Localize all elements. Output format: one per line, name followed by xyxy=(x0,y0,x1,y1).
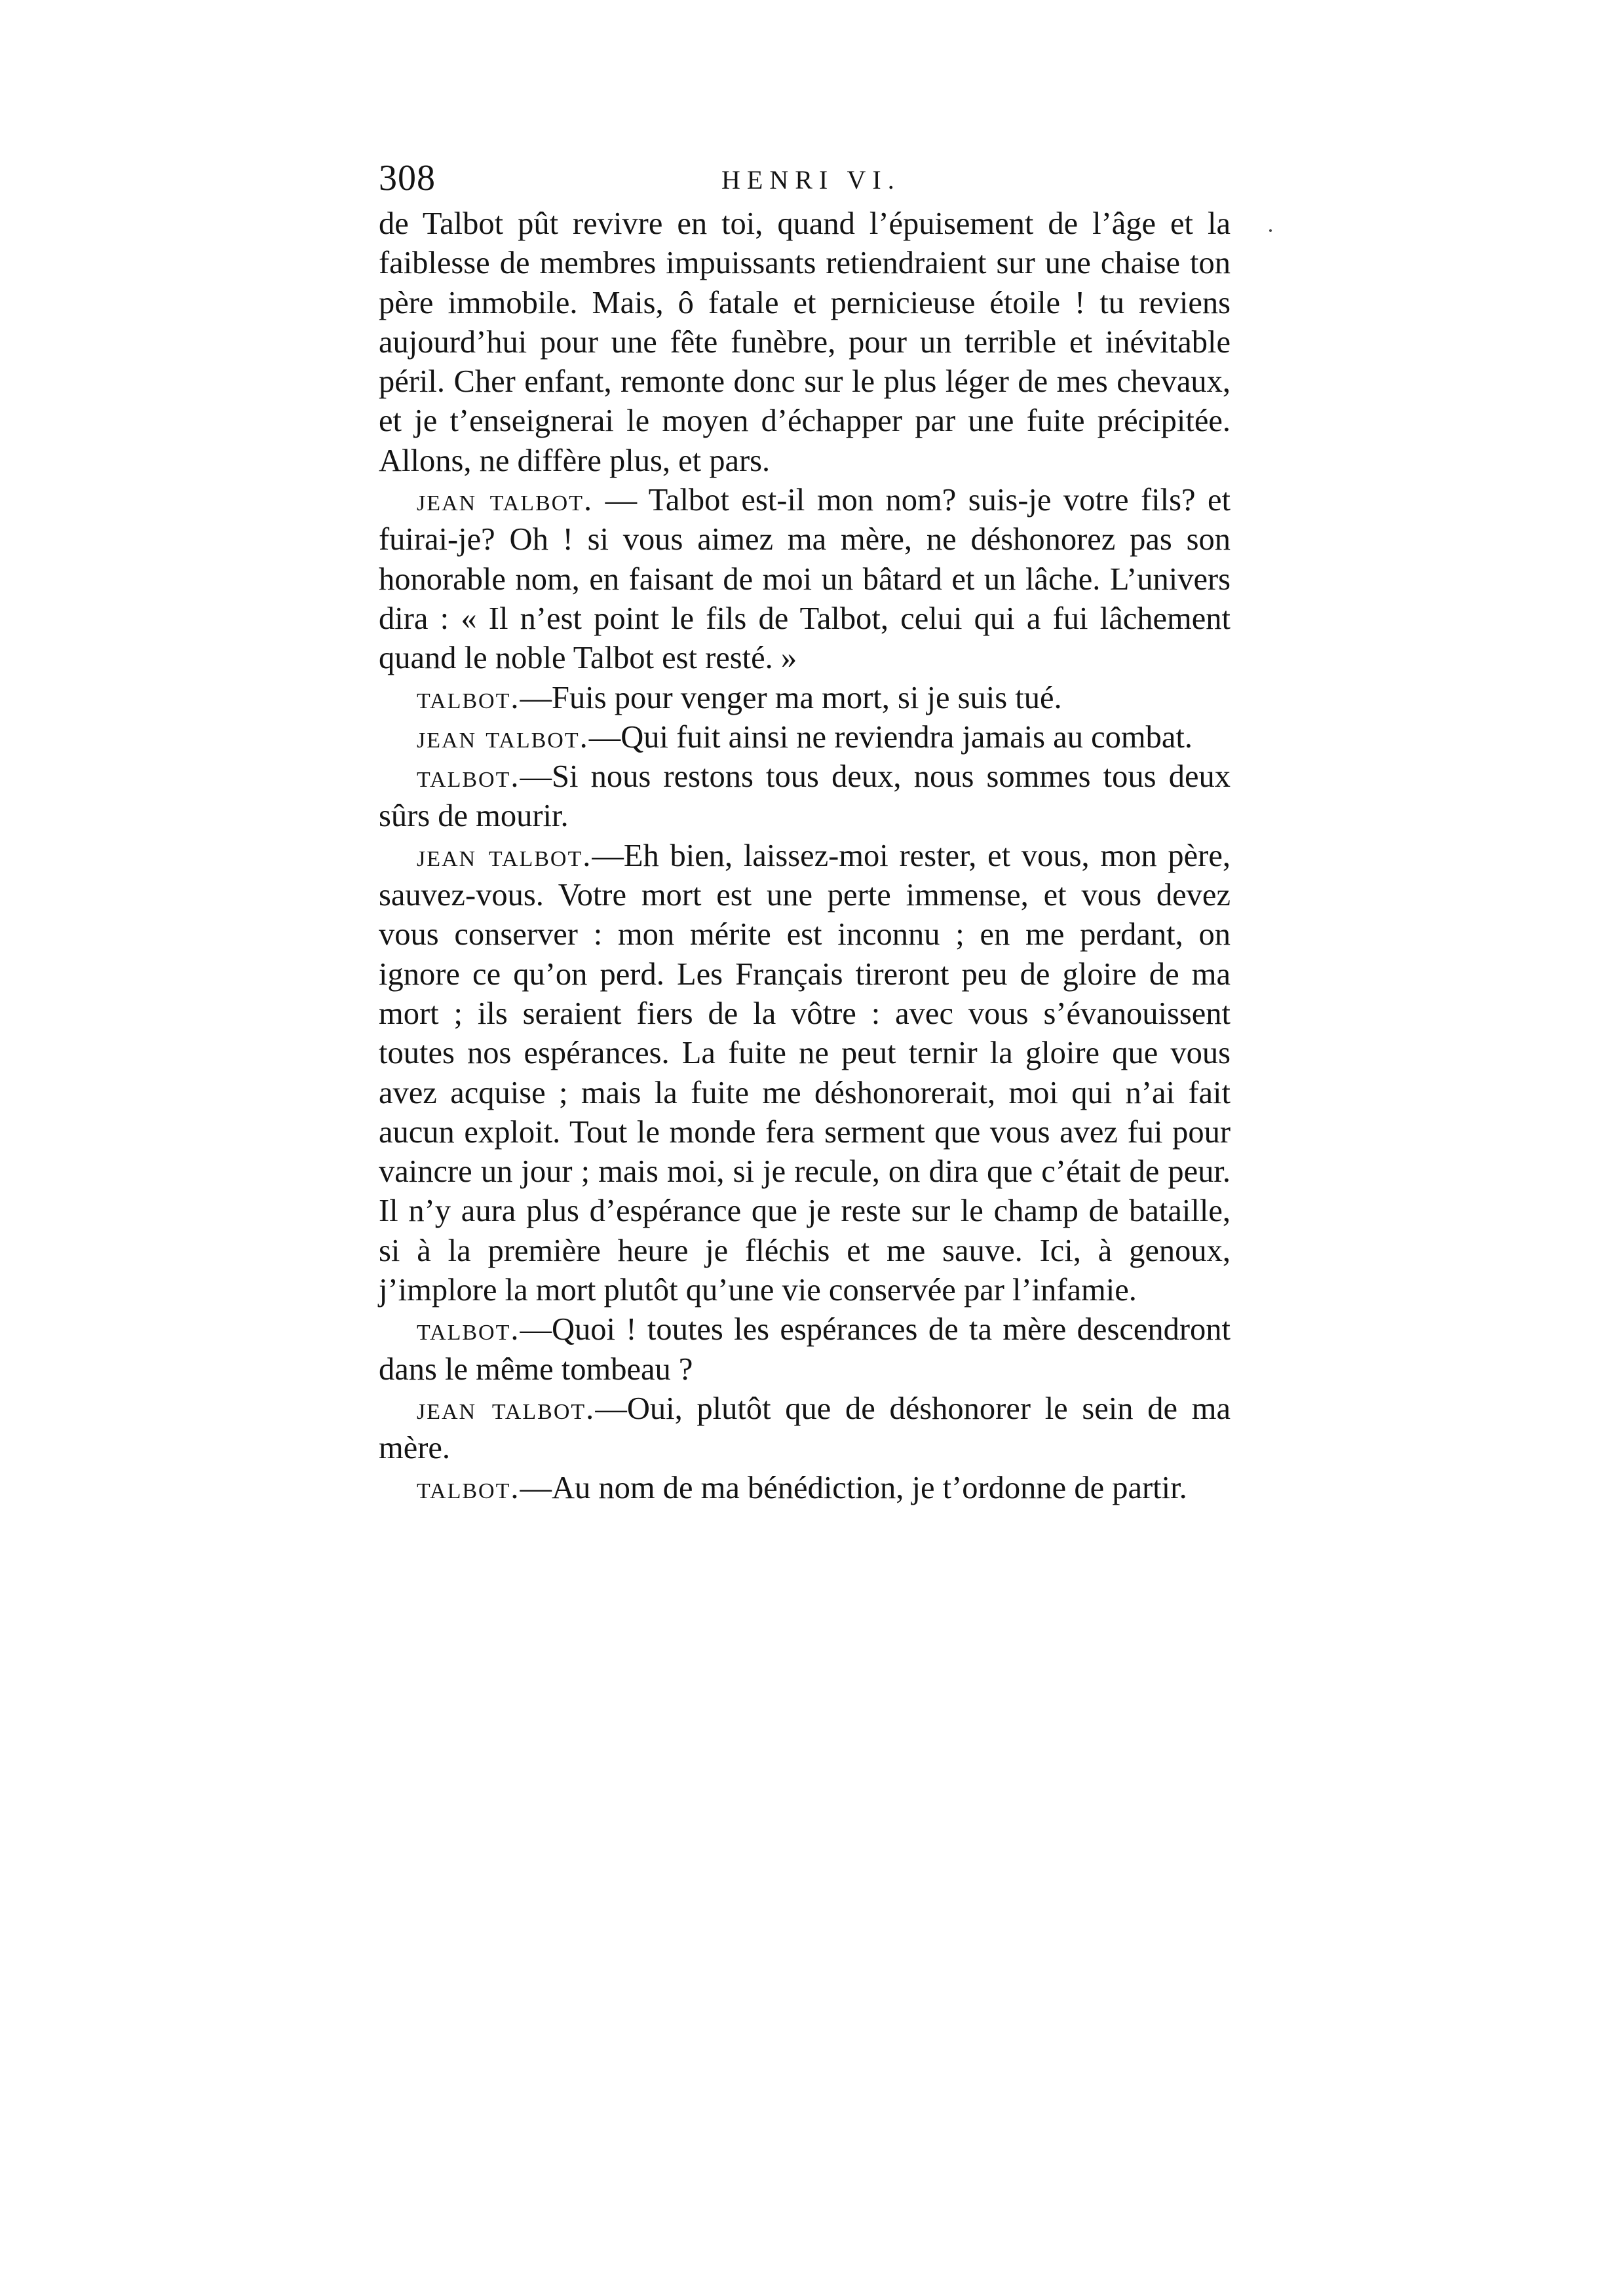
dialogue-text: —Qui fuit ainsi ne reviendra jamais au combat. xyxy=(588,719,1193,755)
paragraph-continuation xyxy=(379,204,1231,481)
speaker-name: talbot. xyxy=(417,1312,520,1347)
dialogue-paragraph xyxy=(379,481,1231,678)
dialogue-text: —Eh bien, laissez-moi rester, et vous, mon père, sauvez-vous. Votre mort est une perte immense, et vous devez vous conserver : mon mérite est inconnu ; en me perdant, on ignore ce qu’on perd. Les Français tireront peu de gloire de ma mort ; ils seraient fiers de la vôtre : avec vous s’évanouissent toutes nos espérances. La fuite ne peut ternir la gloire que vous avez acquise ; mais la fuite me déshonorerait, moi qui n’ai fait aucun exploit. Tout le monde fera serment que vous avez fui pour vaincre un jour ; mais moi, si je recule, on dira que c’était de peur. Il n’y aura plus d’espérance que je reste sur le champ de bataille, si à la première heure je fléchis et me sauve. Ici, à genoux, j’implore la mort plutôt qu’une vie conservée par l’infamie. xyxy=(379,838,1231,1308)
dialogue-text: —Oui, plutôt que de déshonorer le sein de ma mère. xyxy=(379,1391,1231,1466)
speaker-name: talbot. xyxy=(417,759,520,795)
paragraph-text: de Talbot pût revivre en toi, quand l’épuisement de l’âge et la faiblesse de membres impuissants retiendraient sur une chaise ton père immobile. Mais, ô fatale et pernicieuse étoile ! tu reviens aujourd’hui pour une fête funèbre, pour un terrible et inévitable péril. Cher enfant, remonte donc sur le plus léger de mes chevaux, et je t’enseignerai le moyen d’échapper par une fuite précipitée. Allons, ne diffère plus, et pars. xyxy=(379,206,1231,478)
dialogue-text: —Au nom de ma bénédiction, je t’ordonne de partir. xyxy=(520,1470,1187,1505)
dialogue-text: —Quoi ! toutes les espérances de ta mère descendront dans le même tombeau ? xyxy=(379,1312,1231,1387)
page-number: 308 xyxy=(379,158,436,198)
margin-speck xyxy=(1269,229,1272,232)
dialogue-paragraph xyxy=(379,679,1231,718)
speaker-name: jean talbot. xyxy=(417,1391,596,1426)
dialogue-text: — Talbot est-il mon nom? suis-je votre fils? et fuirai-je? Oh ! si vous aimez ma mère, ne déshonorez pas son honorable nom, en faisant de moi un bâtard et un lâche. L’univers dira : « Il n’est point le fils de Talbot, celui qui a fui lâchement quand le noble Talbot est resté. » xyxy=(379,483,1231,676)
running-title: HENRI VI. xyxy=(721,165,901,195)
book-page xyxy=(379,157,1231,1508)
dialogue-text: —Fuis pour venger ma mort, si je suis tué. xyxy=(520,680,1062,715)
speaker-name: jean talbot. xyxy=(417,838,592,873)
dialogue-paragraph xyxy=(379,1310,1231,1389)
speaker-name: jean talbot. xyxy=(417,483,594,518)
speaker-name: talbot. xyxy=(417,680,520,715)
running-head xyxy=(379,157,1231,203)
dialogue-paragraph xyxy=(379,718,1231,757)
dialogue-paragraph xyxy=(379,837,1231,1311)
speaker-name: talbot. xyxy=(417,1470,520,1505)
speaker-name: jean talbot. xyxy=(417,719,589,755)
dialogue-paragraph xyxy=(379,1469,1231,1508)
dialogue-text: —Si nous restons tous deux, nous sommes tous deux sûrs de mourir. xyxy=(379,759,1231,834)
dialogue-paragraph xyxy=(379,1389,1231,1469)
dialogue-paragraph xyxy=(379,757,1231,837)
